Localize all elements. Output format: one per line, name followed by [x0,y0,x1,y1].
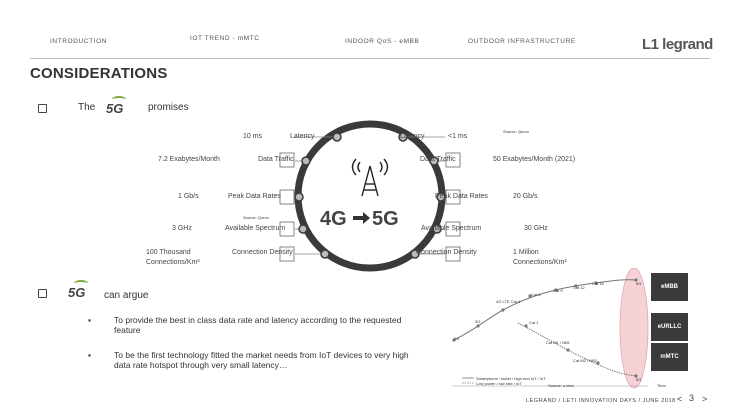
left-label-latency: Latency [290,133,315,140]
right-label-spectrum: Available Spectrum [421,225,482,232]
right-label-traffic: Data Traffic [420,156,456,163]
source-qorvo-top: Source: Qorvo [503,129,529,134]
evo-time-label: Time [657,383,666,388]
nav-introduction[interactable]: INTRODUCTION [50,38,108,45]
evo-label-cat16: Cat 16 [592,281,604,286]
evo-label-cat4: 4G LTE Cat 4 [496,299,521,304]
bullet-dot: ▪ [88,350,92,360]
evo-label-cat6: Cat 6 [531,292,541,297]
evo-label-cat1: Cat 1 [529,320,539,325]
evo-label-catm2: Cat M2 / NB2 [573,358,598,363]
evo-legend-2: Low power / low rate / IoT [476,381,522,386]
footer-text: LEGRAND / LETI INNOVATION DAYS / JUNE 2018 [526,398,676,404]
source-qorvo-mid: Source: Qorvo [243,215,269,220]
right-value-peak: 20 Gb/s [513,193,538,200]
right-value-traffic: 50 Exabytes/Month (2021) [493,156,576,163]
nav-iot-trend[interactable]: IOT TREND - mMTC [190,35,260,42]
left-value-peak: 1 Gb/s [178,193,199,200]
svg-text:5G: 5G [372,208,399,230]
bullet-text-2: To be the first technology fitted the market needs from IoT devices to very high data rate hotspot through very small latency… [114,350,409,370]
5g-logo-icon: 5G [104,94,134,118]
evo-label-3g: 3G [475,319,481,324]
right-label-peak: Peak Data Rates [435,193,488,200]
left-label-traffic: Data Traffic [258,156,294,163]
left-value-density: 100 Thousand Connections/Km² [146,249,200,266]
svg-text:4G: 4G [320,208,347,230]
evo-label-5g-top: 5G [636,281,642,286]
cell-tower-icon [353,159,388,196]
right-value-spectrum: 30 GHz [524,225,548,232]
usecase-eurllc: eURLLC [657,324,682,330]
left-value-spectrum: 3 GHz [172,225,192,232]
next-slide-button[interactable]: > [702,394,708,404]
evo-label-2g: 2G [454,336,460,341]
left-value-latency: 10 ms [243,133,263,140]
left-label-density: Connection Density [232,249,293,256]
arrow-right-icon [353,212,370,224]
5g-logo-icon: 5G [64,278,98,302]
usecase-embb: eMBB [660,284,678,290]
left-label-spectrum: Available Spectrum [225,225,286,232]
evo-legend-1: Smartphone / tablet / high end IoT / IoT [476,376,546,381]
page-title: CONSIDERATIONS [30,65,168,82]
right-value-latency: <1 ms [448,133,468,140]
evo-label-cat9: Cat 9 [553,288,563,293]
right-label-density: Connection Density [416,249,477,256]
prev-slide-button[interactable]: < [677,394,683,404]
page-number: 3 [689,393,695,403]
argue-text: can argue [104,290,149,301]
evo-label-cat12: Cat 12 [573,285,585,290]
evo-label-5g-bottom: 5G [636,377,642,382]
bullet-text-1: To provide the best in class data rate and latency according to the requested feature [114,315,402,335]
nav-indoor-qos[interactable]: INDOOR QoS - eMBB [345,38,420,45]
intro-promises: promises [148,102,189,113]
evo-label-catm1: Cat M1 / NB1 [546,340,571,345]
bullet-dot: ▪ [88,315,92,325]
checkbox-bullet-icon [38,289,47,298]
left-value-traffic: 7.2 Exabytes/Month [158,156,220,163]
checkbox-bullet-icon [38,104,47,113]
header-divider [30,58,710,59]
right-label-latency: Latency [400,133,425,140]
usecase-mmtc: mMTC [660,354,679,360]
right-value-density: 1 Million Connections/Km² [513,249,567,266]
nav-outdoor[interactable]: OUTDOOR INFRASTRUCTURE [468,38,576,45]
evo-source: Source: u-blox [548,383,574,388]
legrand-logo: L1 legrand [642,36,713,53]
intro-the: The [78,102,96,113]
left-label-peak: Peak Data Rates [228,193,281,200]
